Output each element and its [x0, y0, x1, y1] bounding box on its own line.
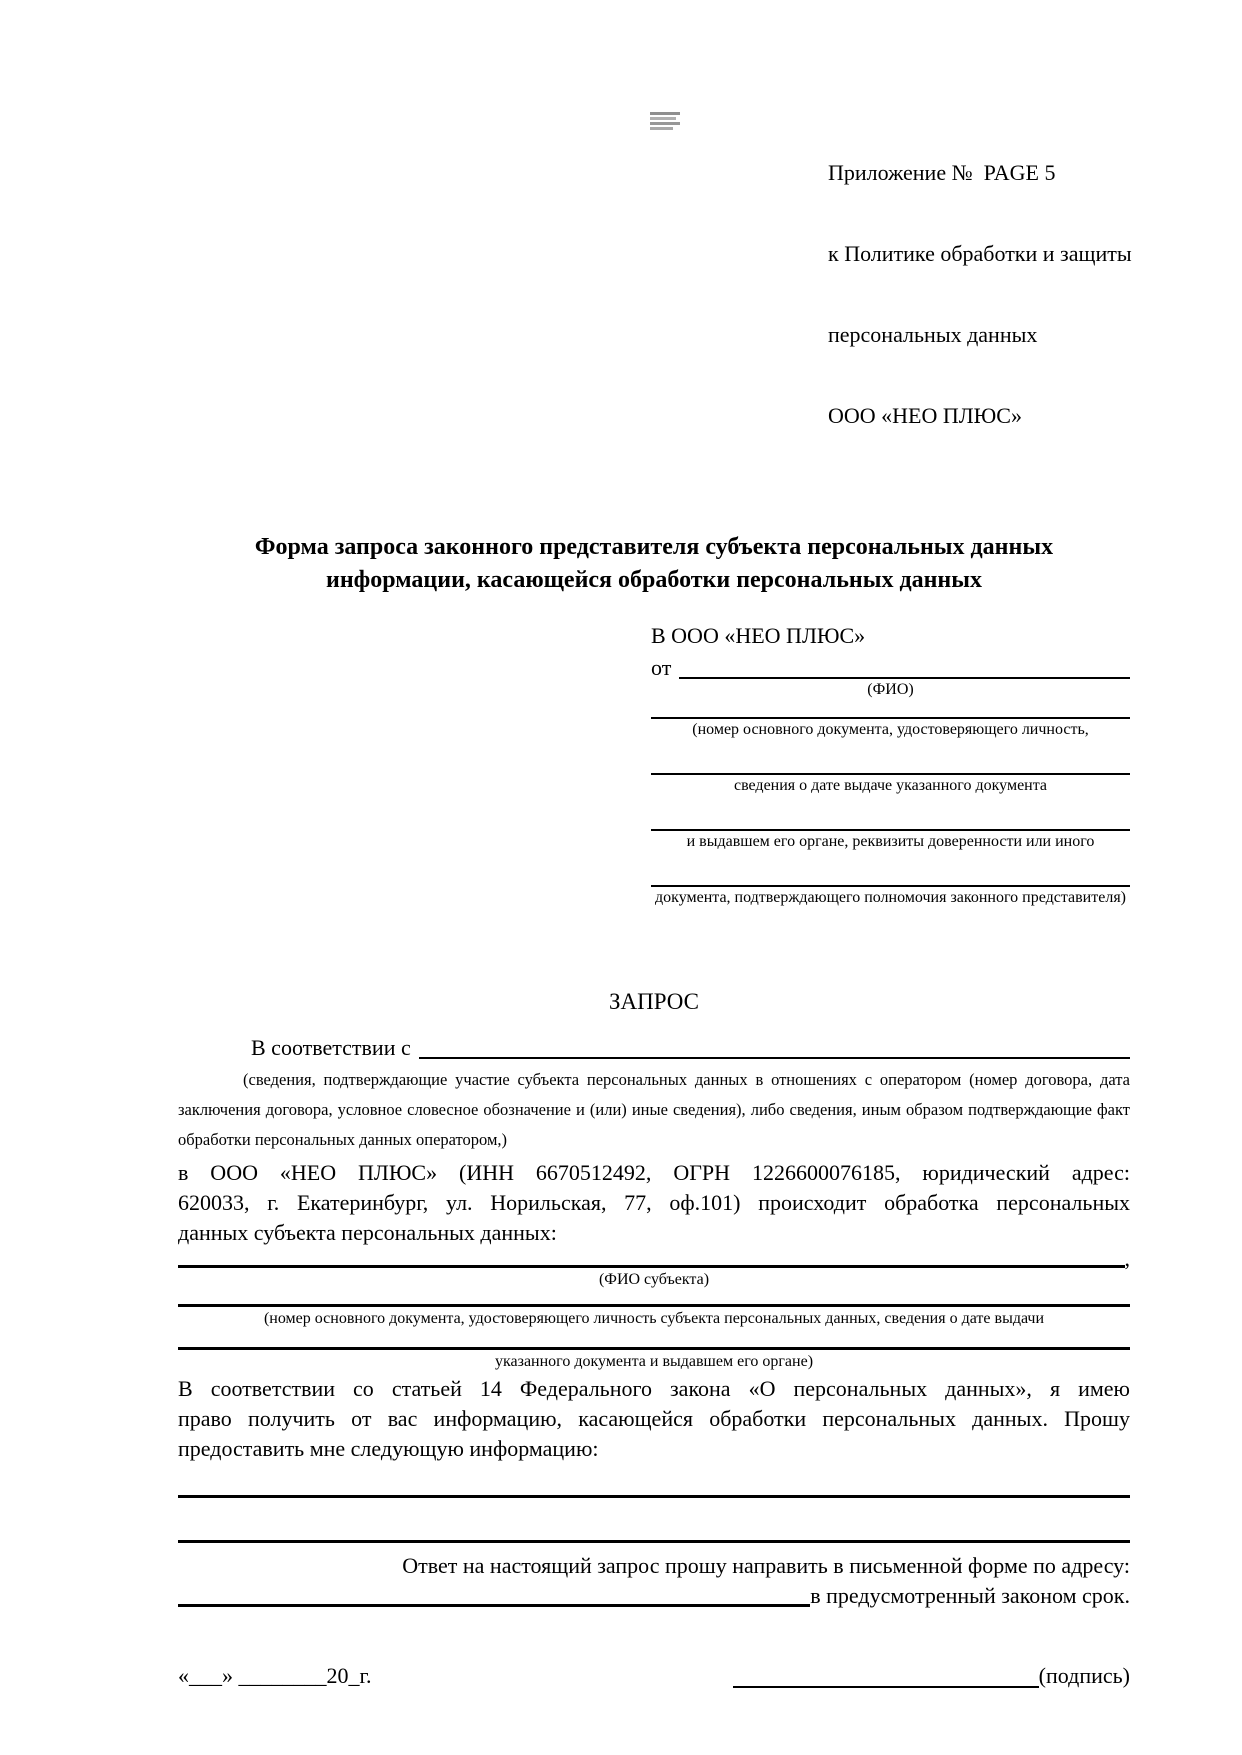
requested-info-field2[interactable]	[178, 1498, 1130, 1543]
issue-date-group	[651, 757, 1130, 795]
signature-group	[733, 1661, 1130, 1691]
subject-fio-field[interactable]	[178, 1256, 1125, 1268]
date-field[interactable]: «___» ________20_г.	[178, 1663, 372, 1688]
requested-info-field1[interactable]	[178, 1464, 1130, 1498]
intro-row	[178, 1031, 1130, 1061]
signature-footer	[178, 1661, 1130, 1691]
issuing-authority-group	[651, 813, 1130, 851]
subject-fio-caption: (ФИО субъекта)	[598, 1271, 710, 1288]
form-title-line1: Форма запроса законного представителя субъекта персональных данных	[254, 534, 1054, 560]
document-number-field[interactable]	[651, 701, 1130, 719]
intro-caption-line1: (сведения, подтверждающие участие субъекта персональных данных в отношениях с оператором (номер договора, дата	[243, 1070, 1130, 1089]
signature-field[interactable]	[733, 1670, 1039, 1688]
intro-caption-line3: обработки персональных данных оператором,)	[178, 1130, 508, 1149]
issuing-authority-caption: и выдавшем его органе, реквизиты доверенности или иного	[686, 833, 1095, 850]
addressee-organization: В ООО «НЕО ПЛЮС»	[651, 623, 866, 648]
document-header	[828, 0, 1148, 483]
relationship-basis-field[interactable]	[419, 1041, 1130, 1059]
law-paragraph-line2: право получить от вас информацию, касающейся обработки персональных данных. Прошу	[178, 1406, 1130, 1431]
authority-document-field[interactable]	[651, 869, 1130, 887]
issue-date-field[interactable]	[651, 757, 1130, 775]
law-paragraph-line3: предоставить мне следующую информацию:	[178, 1436, 599, 1461]
reply-address-field[interactable]	[178, 1591, 810, 1607]
operator-paragraph	[178, 1158, 1130, 1248]
issuing-authority-field[interactable]	[651, 813, 1130, 831]
document-number-group	[651, 701, 1130, 739]
header-appendix-line: Приложение № PAGE 5	[828, 160, 1056, 185]
operator-paragraph-line1: в ООО «НЕО ПЛЮС» (ИНН 6670512492, ОГРН 1226600076185, юридический адрес:	[178, 1160, 1130, 1185]
authority-document-group	[651, 869, 1130, 907]
from-label: от	[651, 655, 672, 680]
intro-label: В соответствии с	[251, 1035, 411, 1060]
law-paragraph	[178, 1374, 1130, 1464]
representative-fio-field[interactable]	[679, 661, 1130, 679]
text-lines-icon	[650, 112, 680, 136]
reply-address-intro: Ответ на настоящий запрос прошу направить в письменной форме по адресу:	[402, 1553, 1130, 1578]
reply-address-row	[178, 1581, 1130, 1611]
document-number-caption: (номер основного документа, удостоверяющего личность,	[692, 721, 1089, 738]
form-title-line2: информации, касающейся обработки персональных данных	[326, 567, 982, 593]
form-title	[178, 531, 1130, 597]
header-policy-line: к Политике обработки и защиты	[828, 241, 1132, 266]
operator-paragraph-line3: данных субъекта персональных данных:	[178, 1220, 557, 1245]
subject-document-field[interactable]	[178, 1289, 1130, 1307]
reply-deadline-text: в предусмотренный законом срок.	[810, 1583, 1130, 1608]
header-company-line: ООО «НЕО ПЛЮС»	[828, 403, 1022, 428]
subject-document-caption: (номер основного документа, удостоверяющего личность субъекта персональных данных, сведения о дате выдачи	[263, 1310, 1045, 1327]
intro-caption	[178, 1065, 1130, 1155]
fio-caption: (ФИО)	[867, 681, 914, 698]
subject-fio-comma: ,	[1124, 1246, 1130, 1271]
subject-document-field2[interactable]	[178, 1328, 1130, 1350]
addressee-block	[651, 621, 1130, 907]
subject-fio-row	[178, 1246, 1130, 1271]
intro-caption-line2: заключения договора, условное словесное обозначение и (или) иные сведения), либо сведения, иным образом подтверждающие факт	[178, 1100, 1130, 1119]
operator-paragraph-line2: 620033, г. Екатеринбург, ул. Норильская, 77, оф.101) происходит обработка персональных	[178, 1190, 1130, 1215]
subject-document-caption2: указанного документа и выдавшем его органе)	[494, 1353, 814, 1370]
authority-document-caption: документа, подтверждающего полномочия законного представителя)	[655, 889, 1126, 906]
header-policy-line2: персональных данных	[828, 322, 1038, 347]
request-heading: ЗАПРОС	[608, 989, 700, 1014]
from-row	[651, 655, 1130, 681]
issue-date-caption: сведения о дате выдаче указанного документа	[733, 777, 1048, 794]
signature-caption: (подпись)	[1038, 1663, 1130, 1688]
law-paragraph-line1: В соответствии со статьей 14 Федерального закона «О персональных данных», я имею	[178, 1376, 1130, 1401]
